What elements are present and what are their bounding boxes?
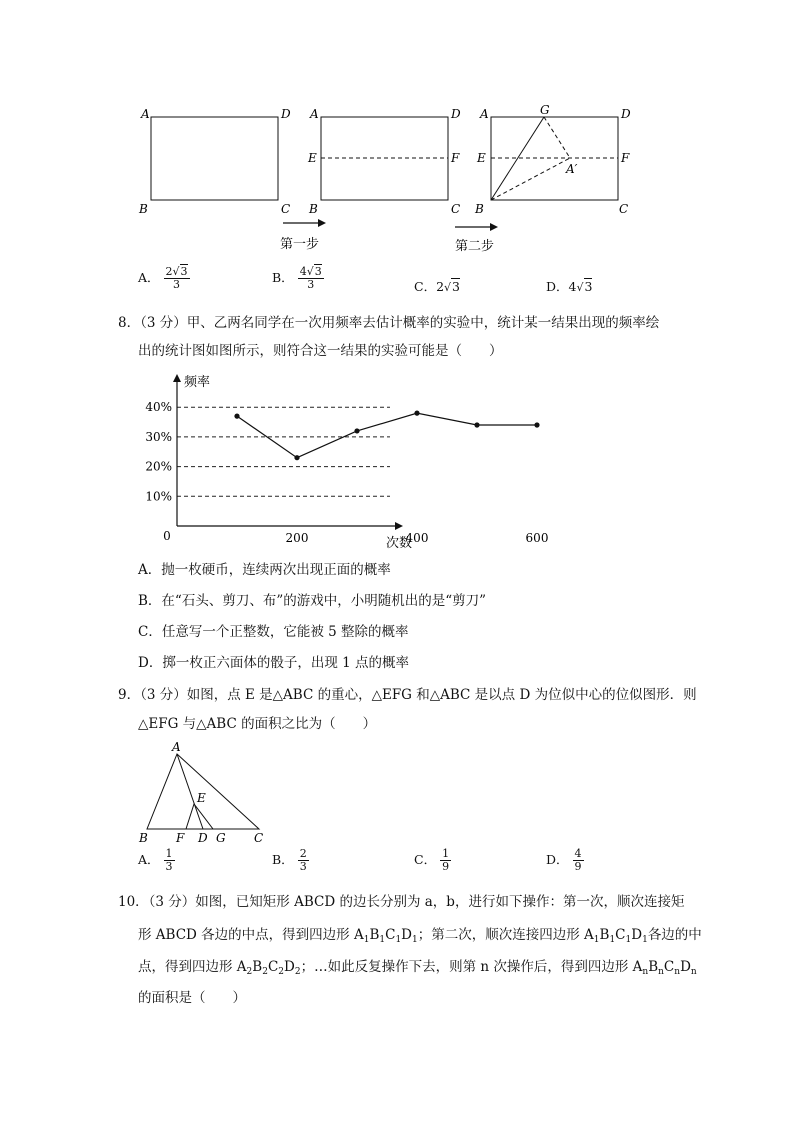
label-f2: F: [451, 151, 460, 165]
label-a1: A: [141, 107, 150, 121]
x-axis-arrow: [395, 522, 403, 530]
q9-a-num: 1: [165, 847, 173, 860]
label-b2: B: [309, 202, 318, 216]
x-axis-label: 次数: [386, 536, 413, 551]
q9-d-letter: D．: [546, 852, 569, 867]
q7-d-coef: 4: [568, 279, 577, 294]
y-axis-label: 频率: [184, 375, 211, 390]
q7-option-c-letter: C．: [414, 279, 437, 294]
q9-label-g: G: [216, 831, 226, 845]
label-e3: E: [477, 151, 486, 165]
origin-label: 0: [163, 529, 171, 543]
q9-b-letter: B．: [272, 852, 294, 867]
q8-option-b: B．在“石头、剪刀、布”的游戏中，小明随机出的是“剪刀”: [138, 593, 487, 609]
q9-d-den: 9: [574, 860, 582, 873]
q9-triangle-figure: [135, 738, 275, 848]
data-point: [354, 428, 359, 433]
label-c3: C: [619, 202, 629, 216]
label-a2: A: [310, 107, 319, 121]
y-tick-label: 30%: [145, 429, 172, 444]
q7-d-rad: 3: [584, 279, 593, 294]
y-tick-label: 40%: [145, 400, 172, 415]
q10-stem-line4: 的面积是（ ）: [138, 990, 246, 1006]
label-e2: E: [308, 151, 317, 165]
step2-label: 第二步: [455, 239, 495, 254]
label-f3: F: [621, 151, 630, 165]
x-tick-label: 200: [285, 531, 309, 545]
q10-l2-a: 形 ABCD 各边的中点，得到四边形 A: [138, 927, 364, 943]
label-aprime3: A′: [566, 162, 578, 176]
label-d2: D: [451, 107, 461, 121]
q9-option-a: [138, 848, 175, 873]
data-point: [294, 455, 299, 460]
q9-c-den: 9: [442, 860, 450, 873]
q9-option-d: [546, 848, 584, 873]
y-tick-label: 10%: [145, 489, 172, 504]
y-tick-label: 20%: [145, 459, 172, 474]
q7-b-den: 3: [307, 278, 315, 291]
q8-option-a: A．抛一枚硬币，连续两次出现正面的概率: [138, 562, 391, 578]
q10-stem-line2: 形 ABCD 各边的中点，得到四边形 $A_1B_1C_1D_1$；第二次，顺次连接四边形 $A_1B_1C_1D_1$各边的中: [138, 927, 702, 945]
x-tick-label: 600: [525, 531, 549, 545]
q7-b-coef: 4: [299, 265, 307, 278]
q9-option-c: [414, 848, 451, 873]
rect-abcd-1: [151, 117, 278, 200]
frequency-series-line: [237, 413, 537, 458]
q7-option-d: D．4√3: [546, 279, 593, 294]
data-point: [234, 414, 239, 419]
q9-b-num: 2: [299, 847, 307, 860]
arrow-step2-head: [490, 223, 498, 231]
q8-stem-line2: 出的统计图如图所示，则符合这一结果的实验可能是（ ）: [138, 343, 503, 359]
q9-label-d: D: [198, 831, 208, 845]
q7-b-rad: 3: [314, 265, 322, 278]
q9-option-b: [272, 848, 309, 873]
q8-option-d: D．掷一枚正六面体的骰子，出现 1 点的概率: [138, 655, 409, 671]
q9-label-e: E: [197, 791, 206, 805]
q7-option-a: [138, 266, 190, 291]
q9-d-num: 4: [574, 847, 582, 860]
label-c2: C: [451, 202, 461, 216]
label-d3: D: [621, 107, 631, 121]
q7-a-coef: 2: [165, 265, 173, 278]
label-g3: G: [540, 103, 550, 117]
label-a3: A: [480, 107, 489, 121]
q10-stem-line1: 10．（3 分）如图，已知矩形 ABCD 的边长分别为 a，b，进行如下操作：第一次，顺次连接矩: [118, 894, 685, 910]
label-b3: B: [475, 202, 484, 216]
data-point: [474, 422, 479, 427]
q7-option-b: [272, 266, 324, 291]
q7-option-a-frac: $\frac{2√3}{3}$: [165, 265, 188, 291]
ba-dashed: [491, 158, 570, 200]
label-c1: C: [281, 202, 291, 216]
frequency-chart: [140, 368, 549, 558]
q9-stem-line1: 9．（3 分）如图，点 E 是△ABC 的重心，△EFG 和△ABC 是以点 D 为位似中心的位似图形．则: [118, 687, 697, 703]
q8-option-c: C．任意写一个正整数，它能被 5 整除的概率: [138, 624, 409, 640]
q9-a-den: 3: [165, 860, 173, 873]
q7-option-c: C．2√3: [414, 279, 460, 294]
q9-label-a: A: [172, 740, 181, 754]
q7-a-rad: 3: [180, 265, 188, 278]
q8-stem-line1: 8．（3 分）甲、乙两名同学在一次用频率去估计概率的实验中，统计某一结果出现的频率绘: [118, 315, 660, 331]
q9-stem-line2: △EFG 与△ABC 的面积之比为（ ）: [138, 716, 377, 732]
y-axis-arrow: [173, 374, 181, 382]
label-d1: D: [281, 107, 291, 121]
q7-option-b-letter: B．: [272, 270, 294, 285]
q9-c-num: 1: [442, 847, 450, 860]
arrow-step1-head: [318, 219, 326, 227]
q10-l2-mid: ；第二次，顺次连接四边形 A: [417, 927, 594, 943]
q9-label-c: C: [254, 831, 264, 845]
q7-option-b-frac: $\frac{4√3}{3}$: [299, 265, 322, 291]
data-point: [534, 422, 539, 427]
q9-a-letter: A．: [138, 852, 160, 867]
q10-l2-end: 各边的中: [647, 927, 702, 943]
step1-label: 第一步: [280, 237, 320, 252]
q10-l3-b: ；…如此反复操作下去，则第 n 次操作后，得到四边形 A: [300, 959, 643, 975]
x-tick-label: 400: [405, 531, 429, 545]
q7-option-d-letter: D．: [546, 279, 569, 294]
q9-b-den: 3: [299, 860, 307, 873]
q9-label-f: F: [176, 831, 185, 845]
q9-c-letter: C．: [414, 852, 437, 867]
q7-a-den: 3: [173, 278, 181, 291]
ga-dashed: [544, 117, 570, 158]
triangle-efg: [186, 804, 213, 829]
data-point: [414, 411, 419, 416]
q7-option-a-letter: A．: [138, 270, 160, 285]
label-b1: B: [139, 202, 148, 216]
q10-l3-a: 点，得到四边形 A: [138, 959, 247, 975]
q7-figure: [135, 100, 655, 260]
q7-c-rad: 3: [452, 279, 460, 294]
q9-label-b: B: [139, 831, 148, 845]
q10-stem-line3: 点，得到四边形 $A_2B_2C_2D_2$；…如此反复操作下去，则第 n 次操作后，得到四边形 $A_nB_nC_nD_n$: [138, 959, 697, 977]
q7-c-coef: 2: [436, 279, 445, 294]
